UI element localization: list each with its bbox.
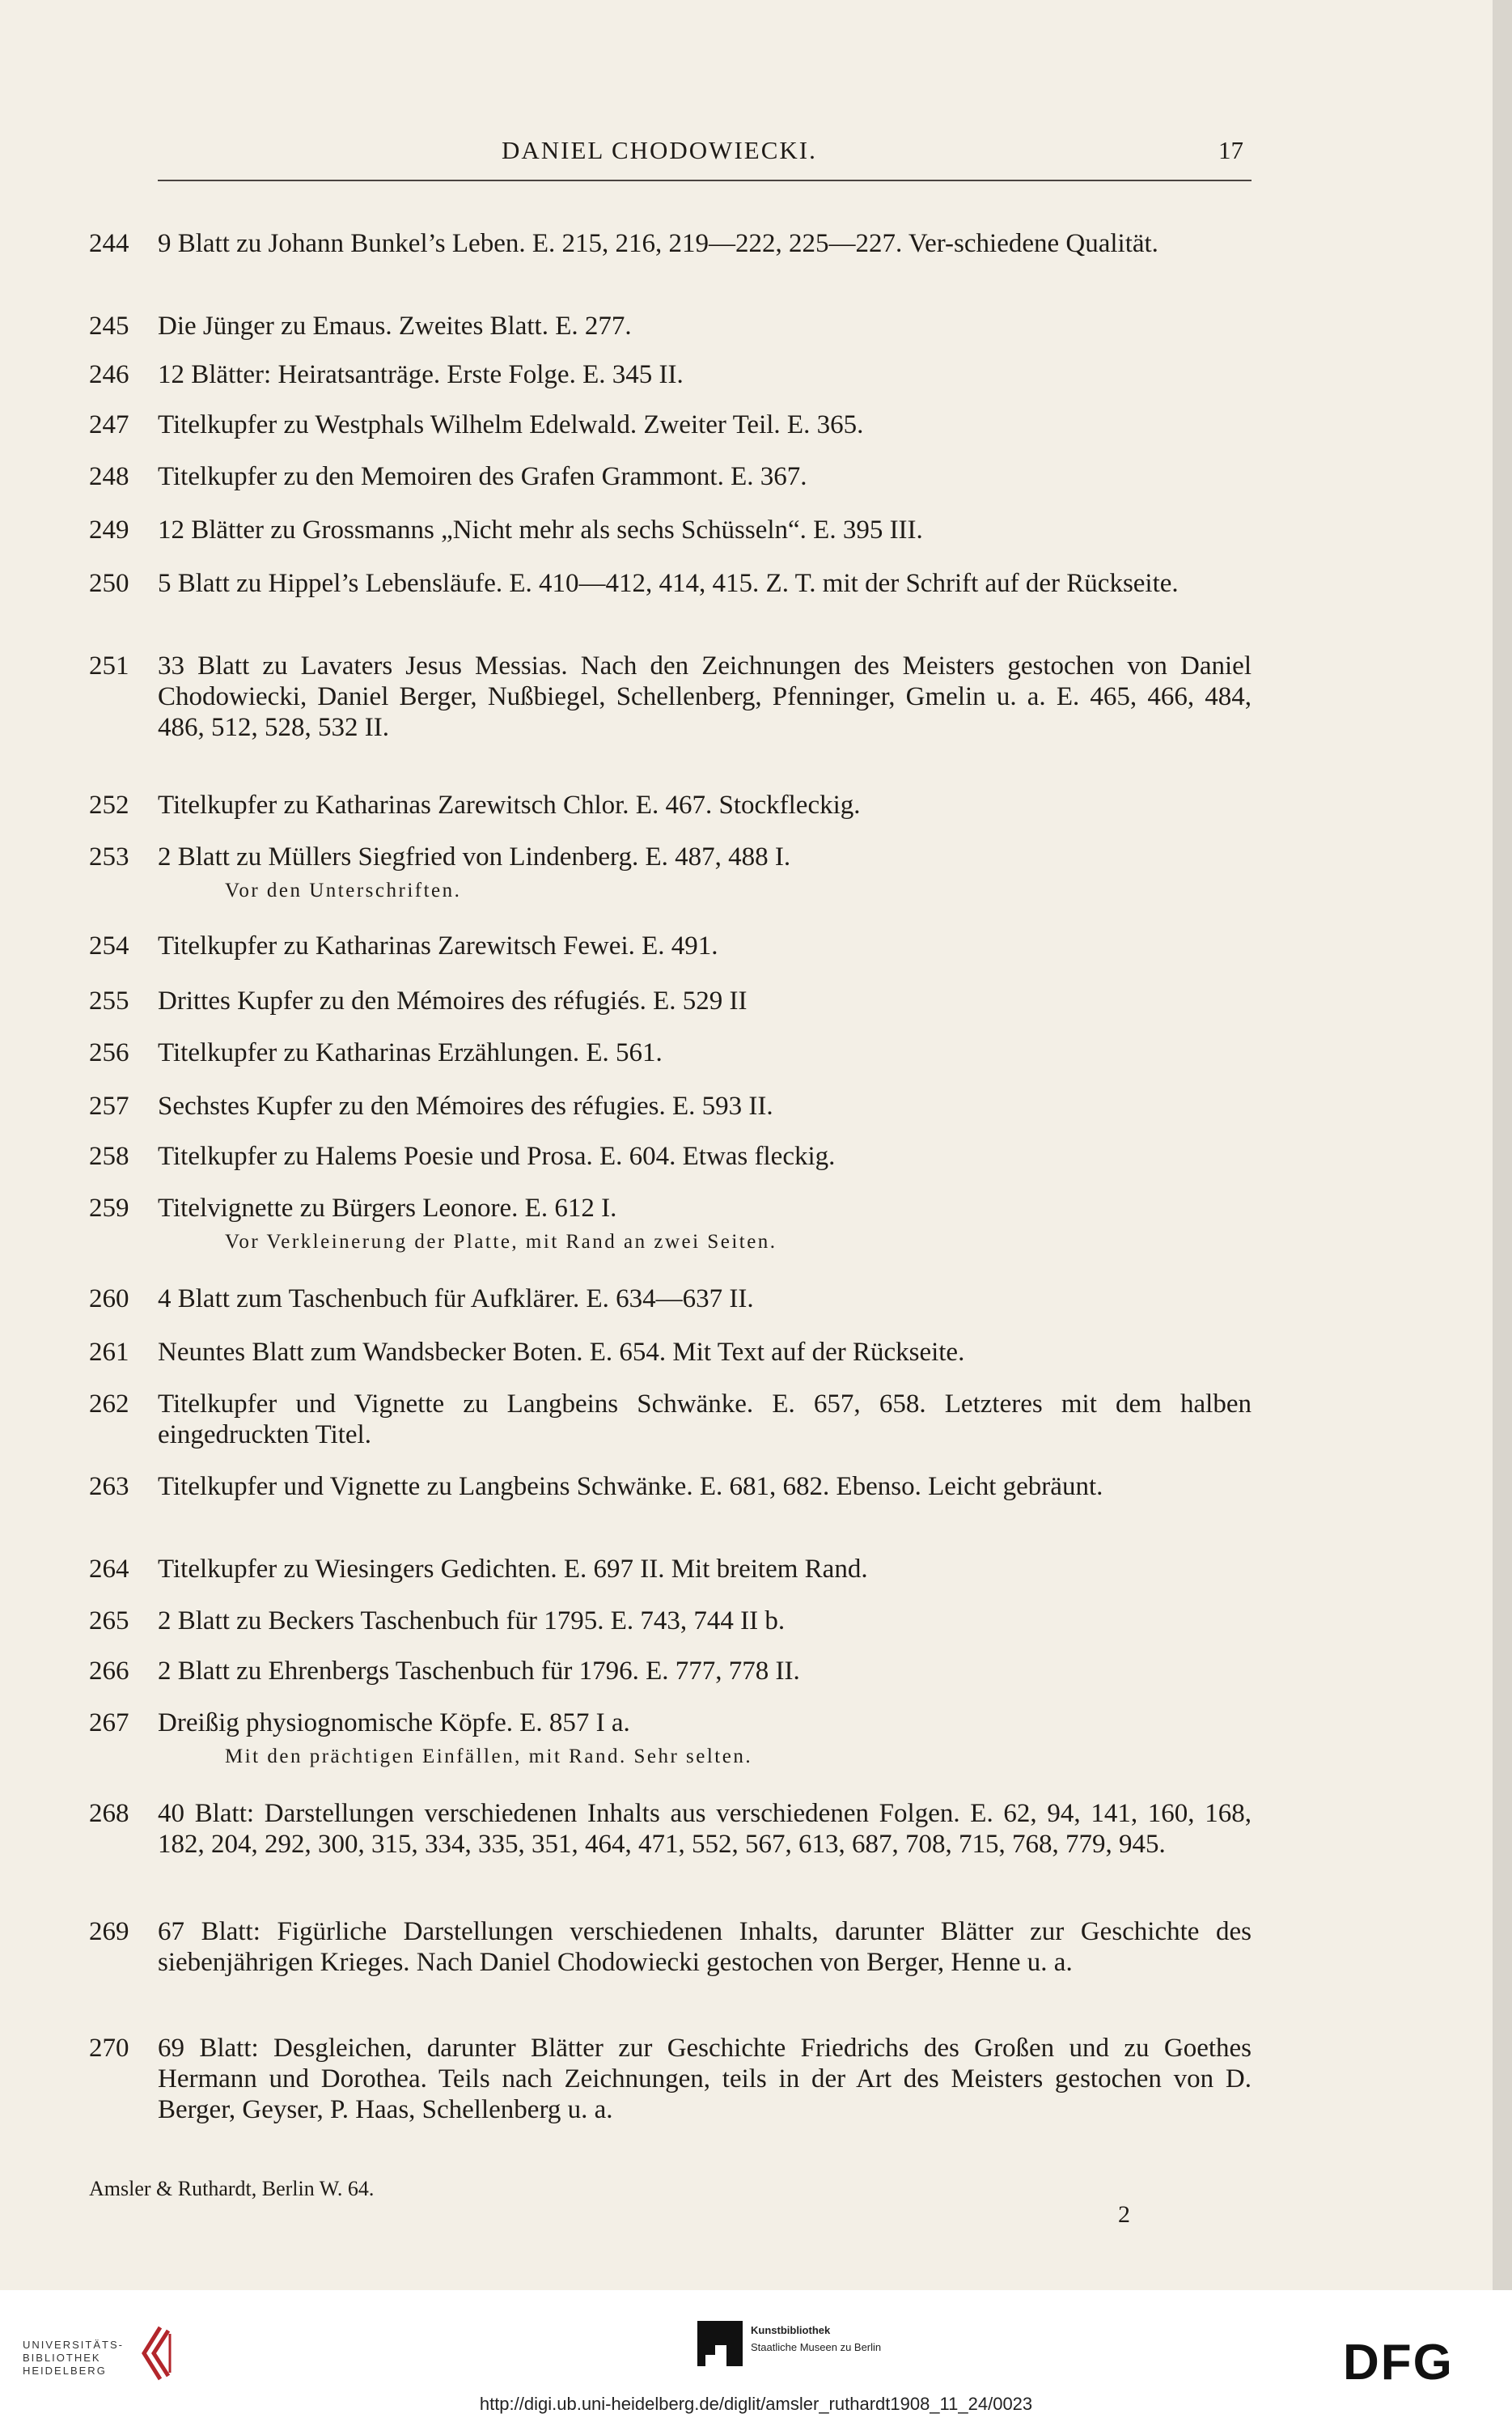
entry-number: 262: [89, 1389, 129, 1419]
entry-number: 266: [89, 1657, 129, 1686]
entry-text: Titelkupfer zu Katharinas Erzählungen. E. 561.: [158, 1038, 663, 1067]
kunstbibliothek-label[interactable]: [751, 2324, 881, 2353]
entry-text: 12 Blätter: Heiratsanträge. Erste Folge. E. 345 II.: [158, 360, 684, 389]
entry-number: 263: [89, 1472, 129, 1501]
kunstbibliothek-logo-icon: [697, 2321, 743, 2366]
entry-number: 264: [89, 1555, 129, 1584]
entry-text: 12 Blätter zu Grossmanns „Nicht mehr als sechs Schüsseln“. E. 395 III.: [158, 515, 923, 545]
running-header: [0, 136, 1493, 176]
uni-logo-line: BIBLIOTHEK: [23, 2352, 101, 2364]
kb-subtitle: Staatliche Museen zu Berlin: [751, 2341, 882, 2353]
entry-note: Vor Verkleinerung der Platte, mit Rand an zwei Seiten.: [225, 1231, 777, 1253]
entry-number: 254: [89, 931, 129, 961]
entry-number: 259: [89, 1194, 129, 1223]
entry-number: 250: [89, 569, 129, 598]
heidelberg-library-logo[interactable]: [23, 2339, 124, 2378]
entry-number: 258: [89, 1142, 129, 1171]
kb-name: Kunstbibliothek: [751, 2324, 831, 2336]
header-title: DANIEL CHODOWIECKI.: [502, 136, 817, 164]
entry-note: Vor den Unterschriften.: [225, 880, 462, 901]
header-page-number: 17: [1218, 136, 1243, 164]
entry-text: Die Jünger zu Emaus. Zweites Blatt. E. 277.: [158, 312, 632, 341]
entry-number: 257: [89, 1092, 129, 1121]
entry-text: Titelkupfer und Vignette zu Langbeins Schwänke. E. 657, 658. Letzteres mit dem halben eingedruckten Titel.: [158, 1389, 1252, 1449]
entry-text: 4 Blatt zum Taschenbuch für Aufklärer. E. 634—637 II.: [158, 1284, 754, 1313]
entry-number: 247: [89, 410, 129, 439]
entry-number: 267: [89, 1708, 129, 1737]
entry-number: 268: [89, 1799, 129, 1828]
entry-number: 265: [89, 1606, 129, 1635]
entry-number: 255: [89, 986, 129, 1016]
entry-text: Sechstes Kupfer zu den Mémoires des réfugies. E. 593 II.: [158, 1092, 773, 1121]
publisher-imprint: Amsler & Ruthardt, Berlin W. 64.: [89, 2177, 375, 2200]
entry-text: 2 Blatt zu Beckers Taschenbuch für 1795. E. 743, 744 II b.: [158, 1606, 786, 1635]
entry-number: 270: [89, 2034, 129, 2063]
entry-text: 33 Blatt zu Lavaters Jesus Messias. Nach den Zeichnungen des Meisters gestochen von Daniel Chodowiecki, Daniel Berger, Nußbiegel, Schellenberg, Pfenninger, Gmelin u. a. E. 465, 466, 484, 486, 512, 528, 532 II.: [158, 651, 1252, 742]
entry-text: Titelkupfer zu Halems Poesie und Prosa. E. 604. Etwas fleckig.: [158, 1142, 836, 1171]
entry-number: 261: [89, 1338, 129, 1367]
entry-text: Drittes Kupfer zu den Mémoires des réfugiés. E. 529 II: [158, 986, 748, 1016]
entry-text: 9 Blatt zu Johann Bunkel’s Leben. E. 215, 216, 219—222, 225—227. Ver-schiedene Qualität.: [158, 229, 1158, 258]
heidelberg-crest-icon: [136, 2324, 181, 2382]
header-rule: [158, 180, 1252, 181]
dfg-logo[interactable]: DFG: [1343, 2335, 1454, 2390]
entry-number: 253: [89, 842, 129, 872]
scan-edge: [1493, 0, 1512, 2290]
entry-text: 5 Blatt zu Hippel’s Lebensläufe. E. 410—412, 414, 415. Z. T. mit der Schrift auf der Rückseite.: [158, 569, 1179, 598]
entry-number: 252: [89, 791, 129, 820]
entry-number: 251: [89, 651, 129, 681]
permalink-url[interactable]: http://digi.ub.uni-heidelberg.de/diglit/amsler_ruthardt1908_11_24/0023: [479, 2394, 1033, 2414]
entry-text: 69 Blatt: Desgleichen, darunter Blätter zur Geschichte Friedrichs des Großen und zu Goethes Hermann und Dorothea. Teils nach Zeichnungen, teils in der Art des Meisters gestochen von D. Berger, Geyser, P. Haas, Schellenberg u. a.: [158, 2034, 1252, 2124]
entry-text: Titelvignette zu Bürgers Leonore. E. 612 I.: [158, 1194, 617, 1223]
entry-number: 249: [89, 515, 129, 545]
entry-text: 67 Blatt: Figürliche Darstellungen verschiedenen Inhalts, darunter Blätter zur Geschichte des siebenjährigen Krieges. Nach Daniel Chodowiecki gestochen von Berger, Henne u. a.: [158, 1917, 1252, 1977]
entry-number: 244: [89, 229, 129, 258]
entry-number: 260: [89, 1284, 129, 1313]
entry-text: Titelkupfer und Vignette zu Langbeins Schwänke. E. 681, 682. Ebenso. Leicht gebräunt.: [158, 1472, 1103, 1501]
signature-mark: 2: [1118, 2201, 1130, 2228]
entry-text: 40 Blatt: Darstellungen verschiedenen Inhalts aus verschiedenen Folgen. E. 62, 94, 141, 160, 168, 182, 204, 292, 300, 315, 334, 335, 351, 464, 471, 552, 567, 613, 687, 708, 715, 768, 779, 945.: [158, 1799, 1252, 1859]
entry-text: Neuntes Blatt zum Wandsbecker Boten. E. 654. Mit Text auf der Rückseite.: [158, 1338, 965, 1367]
entry-text: Titelkupfer zu den Memoiren des Grafen Grammont. E. 367.: [158, 462, 807, 491]
entry-note: Mit den prächtigen Einfällen, mit Rand. Sehr selten.: [225, 1746, 753, 1767]
uni-logo-line: UNIVERSITÄTS-: [23, 2339, 124, 2351]
entry-text: Titelkupfer zu Katharinas Zarewitsch Fewei. E. 491.: [158, 931, 718, 961]
entry-number: 245: [89, 312, 129, 341]
entry-text: Dreißig physiognomische Köpfe. E. 857 I a.: [158, 1708, 630, 1737]
entry-text: Titelkupfer zu Katharinas Zarewitsch Chlor. E. 467. Stockfleckig.: [158, 791, 861, 820]
entry-text: 2 Blatt zu Müllers Siegfried von Lindenberg. E. 487, 488 I.: [158, 842, 791, 872]
uni-logo-line: HEIDELBERG: [23, 2365, 107, 2377]
entry-text: Titelkupfer zu Westphals Wilhelm Edelwald. Zweiter Teil. E. 365.: [158, 410, 864, 439]
entry-text: Titelkupfer zu Wiesingers Gedichten. E. 697 II. Mit breitem Rand.: [158, 1555, 868, 1584]
entry-number: 246: [89, 360, 129, 389]
entry-number: 256: [89, 1038, 129, 1067]
entry-number: 248: [89, 462, 129, 491]
entry-number: 269: [89, 1917, 129, 1946]
entry-text: 2 Blatt zu Ehrenbergs Taschenbuch für 1796. E. 777, 778 II.: [158, 1657, 800, 1686]
